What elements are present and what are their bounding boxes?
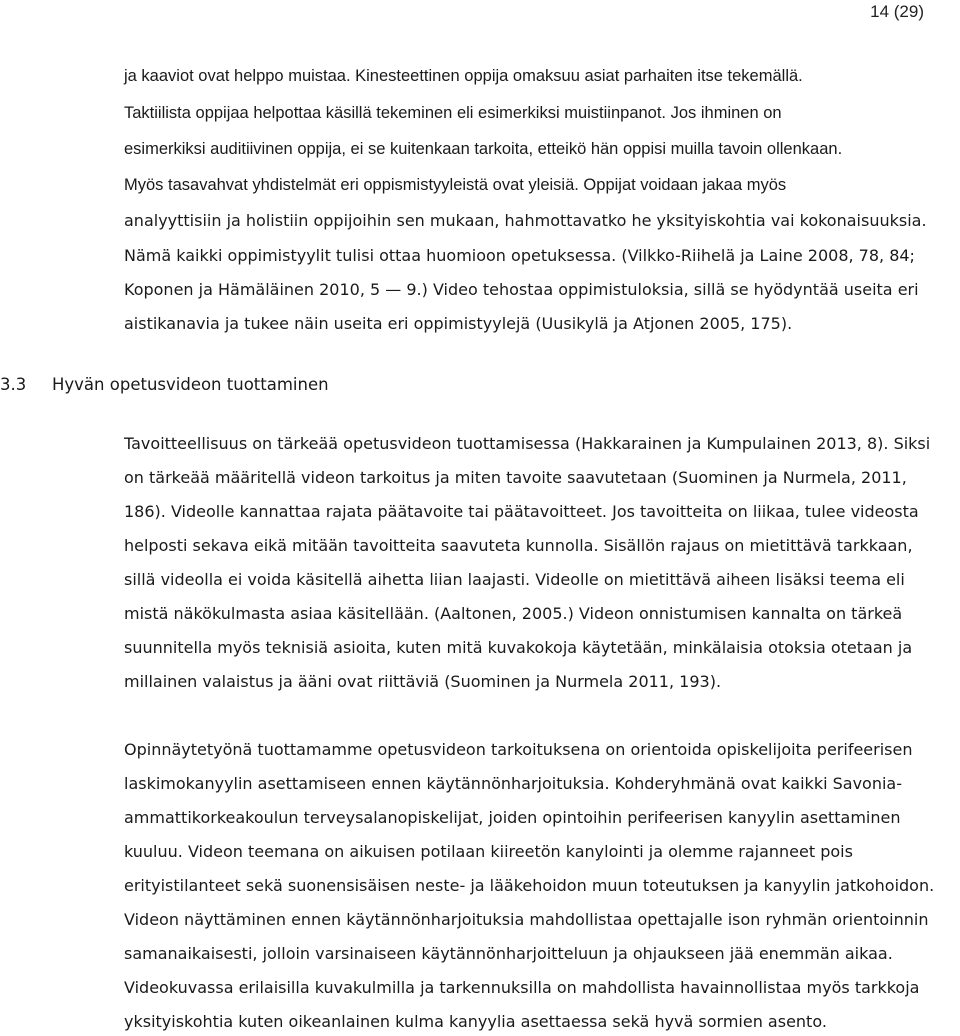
text-line: on tärkeää määritellä videon tarkoitus ja miten tavoite saavutetaan (Suominen ja Nurmela, 2011, xyxy=(124,468,907,487)
text-line: Opinnäytetyönä tuottamamme opetusvideon tarkoituksena on orientoida opiskelijoita perifeerisen xyxy=(124,740,913,759)
text-line: ammattikorkeakoulun terveysalanopiskelijat, joiden opintoihin perifeerisen kanyylin asettaminen xyxy=(124,808,901,827)
text-line: analyyttisiin ja holistiin oppijoihin sen mukaan, hahmottavatko he yksityiskohtia vai kokonaisuuksia. xyxy=(124,211,927,230)
text-line: Myös tasavahvat yhdistelmät eri oppismistyyleistä ovat yleisiä. Oppijat voidaan jakaa myös xyxy=(124,176,787,194)
text-line: laskimokanyylin asettamiseen ennen käytännönharjoituksia. Kohderyhmänä ovat kaikki Savonia- xyxy=(124,774,902,793)
text-line: 186). Videolle kannattaa rajata päätavoite tai päätavoitteet. Jos tavoitteita on liikaa, tulee videosta xyxy=(124,502,919,521)
text-line: Koponen ja Hämäläinen 2010, 5 — 9.) Video tehostaa oppimistuloksia, sillä se hyödyntää useita eri xyxy=(124,280,919,299)
text-line: Nämä kaikki oppimistyylit tulisi ottaa huomioon opetuksessa. (Vilkko-Riihelä ja Laine 2008, 78, 84; xyxy=(124,246,915,265)
text-line: sillä videolla ei voida käsitellä aihetta liian laajasti. Videolle on mietittävä aiheen lisäksi teema eli xyxy=(124,570,905,589)
text-line: helposti sekava eikä mitään tavoitteita saavuteta kunnolla. Sisällön rajaus on mietittävä tarkkaan, xyxy=(124,536,913,555)
text-line: suunnitella myös teknisiä asioita, kuten mitä kuvakokoja käytetään, minkälaisia otoksia otetaan ja xyxy=(124,638,913,657)
section-title: Hyvän opetusvideon tuottaminen xyxy=(52,375,329,394)
text-line: millainen valaistus ja ääni ovat riittäviä (Suominen ja Nurmela 2011, 193). xyxy=(124,672,722,691)
text-line: Videokuvassa erilaisilla kuvakulmilla ja tarkennuksilla on mahdollista havainnollistaa myös tarkkoja xyxy=(124,978,920,997)
text-line: samanaikaisesti, jolloin varsinaiseen käytännönharjoitteluun ja ohjaukseen jää enemmän aikaa. xyxy=(124,944,893,963)
text-line: esimerkiksi auditiivinen oppija, ei se kuitenkaan tarkoita, etteikö hän oppisi muilla tavoin ollenkaan. xyxy=(124,140,843,158)
section-number: 3.3 xyxy=(0,375,27,394)
page-number: 14 (29) xyxy=(870,2,924,21)
text-line: Taktiilista oppijaa helpottaa käsillä tekeminen eli esimerkiksi muistiinpanot. Jos ihminen on xyxy=(124,104,782,122)
text-line: mistä näkökulmasta asiaa käsitellään. (Aaltonen, 2005.) Videon onnistumisen kannalta on tärkeä xyxy=(124,604,903,623)
text-line: erityistilanteet sekä suonensisäisen neste- ja lääkehoidon muun toteutuksen ja kanyylin jatkohoidon. xyxy=(124,876,935,895)
text-line: yksityiskohtia kuten oikeanlainen kulma kanyylia asettaessa sekä hyvä sormien asento. xyxy=(124,1012,827,1031)
text-line: kuuluu. Videon teemana on aikuisen potilaan kiireetön kanylointi ja olemme rajanneet pois xyxy=(124,842,853,861)
text-line: Videon näyttäminen ennen käytännönharjoituksia mahdollistaa opettajalle ison ryhmän orientoinnin xyxy=(124,910,929,929)
text-line: aistikanavia ja tukee näin useita eri oppimistyylejä (Uusikylä ja Atjonen 2005, 175). xyxy=(124,314,793,333)
text-line: ja kaaviot ovat helppo muistaa. Kinesteettinen oppija omaksuu asiat parhaiten itse tekemällä. xyxy=(124,67,803,85)
text-line: Tavoitteellisuus on tärkeää opetusvideon tuottamisessa (Hakkarainen ja Kumpulainen 2013, 8). Siksi xyxy=(124,434,931,453)
